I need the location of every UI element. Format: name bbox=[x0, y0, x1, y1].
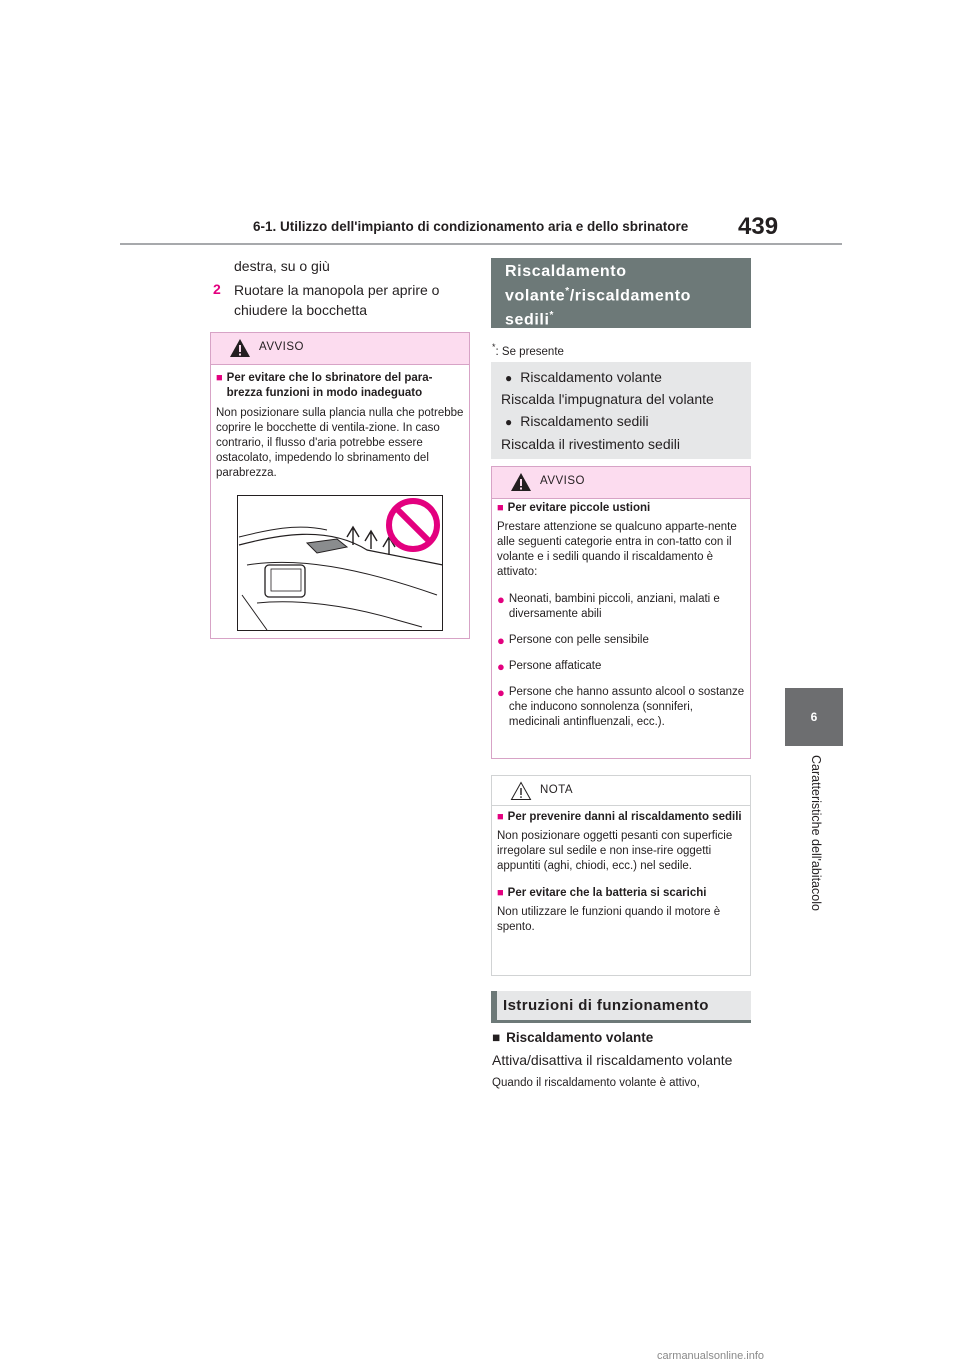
note-text: Non utilizzare le funzioni quando il motore è spento. bbox=[497, 906, 721, 933]
bullet-dot-icon: ● bbox=[505, 415, 513, 429]
warning-title: AVVISO bbox=[259, 341, 304, 353]
footnote-mark: * bbox=[492, 342, 496, 352]
list-item: ● Persone che hanno assunto alcool o sostanze che inducono sonnolenza (sonniferi, medicinali antinfluenzali, ecc.). bbox=[497, 685, 745, 728]
bullet-dot-icon: ● bbox=[497, 633, 505, 648]
section-heading-line1: Riscaldamento bbox=[505, 263, 627, 280]
warning-box-burns bbox=[491, 466, 751, 759]
bullet-dot-icon: ● bbox=[497, 659, 505, 674]
square-bullet-icon: ■ bbox=[497, 887, 504, 899]
instructions-heading-accent bbox=[491, 991, 497, 1020]
step-text-1: Ruotare la manopola per aprire o bbox=[234, 282, 440, 298]
warning-subtitle: Per evitare che lo sbrinatore del para-brezza funzioni in modo inadeguato bbox=[226, 372, 433, 399]
chapter-title: Caratteristiche dell'abitacolo bbox=[809, 755, 823, 911]
warning-triangle-icon bbox=[510, 472, 532, 492]
warning-header bbox=[211, 333, 469, 365]
warning-text: Non posizionare sulla plancia nulla che potrebbe coprire le bocchette di ventila-zione. In caso contrario, il flusso d'aria potrebbe essere ostacolato, impedendo lo sbrinamento del parabrezza. bbox=[216, 407, 464, 479]
caution-triangle-icon bbox=[510, 781, 532, 801]
warning-header bbox=[492, 467, 750, 499]
warning-subtitle-row bbox=[497, 501, 745, 516]
header-divider bbox=[120, 243, 842, 245]
feature-desc: Riscalda l'impugnatura del volante bbox=[501, 391, 714, 407]
bullet-dot-icon: ● bbox=[505, 371, 513, 385]
section-asterisk-2: * bbox=[549, 310, 555, 322]
instructions-heading: Istruzioni di funzionamento bbox=[491, 991, 751, 1023]
footnote bbox=[492, 342, 564, 358]
note-subtitle: Per evitare che la batteria si scarichi bbox=[507, 887, 707, 899]
list-item: ● Persone con pelle sensibile bbox=[497, 633, 649, 648]
features-panel bbox=[491, 362, 751, 459]
step-number: 2 bbox=[213, 281, 221, 297]
section-heading-heating bbox=[491, 258, 751, 328]
footer-watermark: carmanualsonline.info bbox=[657, 1350, 765, 1362]
note-subtitle-row bbox=[497, 810, 745, 825]
feature-desc: Riscalda il rivestimento sedili bbox=[501, 436, 680, 452]
square-bullet-icon: ■ bbox=[492, 1030, 501, 1045]
feature-title: Riscaldamento sedili bbox=[520, 413, 649, 429]
section-heading-line3: sedili bbox=[505, 311, 550, 329]
section-asterisk-1: * bbox=[565, 286, 570, 297]
page-number: 439 bbox=[738, 213, 779, 240]
note-text: Non posizionare oggetti pesanti con superficie irregolare sul sedile e non inse-rire oggetti appuntiti (aghi, chiodi, ecc.) nel sedile. bbox=[497, 830, 733, 872]
op-title-row bbox=[492, 1028, 653, 1048]
footnote-text: : Se presente bbox=[495, 345, 564, 358]
list-item: ● Persone affaticate bbox=[497, 659, 602, 674]
bullet-dot-icon: ● bbox=[497, 685, 505, 700]
section-title: 6-1. Utilizzo dell'impianto di condizionamento aria e dello sbrinatore bbox=[253, 219, 689, 234]
feature-title: Riscaldamento volante bbox=[520, 369, 662, 385]
op-title: Riscaldamento volante bbox=[506, 1030, 654, 1045]
square-bullet-icon: ■ bbox=[497, 502, 504, 514]
bullet-dot-icon: ● bbox=[497, 592, 505, 607]
square-bullet-icon: ■ bbox=[216, 372, 223, 384]
warning-triangle-icon bbox=[229, 338, 251, 358]
feature-item-steering bbox=[505, 367, 662, 388]
list-item: ● Neonati, bambini piccoli, anziani, malati e diversamente abili bbox=[497, 592, 720, 620]
feature-item-seats bbox=[505, 411, 649, 432]
chapter-side-label bbox=[785, 755, 843, 955]
op-more-text: Quando il riscaldamento volante è attivo, bbox=[492, 1077, 700, 1089]
warning-text: Prestare attenzione se qualcuno apparte-nente alle seguenti categorie entra in con-tatto con il volante e i sedili quando il riscaldamento è attivato: bbox=[497, 521, 737, 578]
step-text-2: chiudere la bocchetta bbox=[234, 302, 368, 318]
note-box bbox=[491, 775, 751, 976]
warning-title: AVVISO bbox=[540, 475, 585, 487]
section-heading-line2a: volante bbox=[505, 287, 566, 305]
dashboard-illustration bbox=[237, 495, 443, 631]
continuation-text: destra, su o giù bbox=[234, 258, 330, 274]
square-bullet-icon: ■ bbox=[497, 811, 504, 823]
warning-subtitle: Per evitare piccole ustioni bbox=[507, 502, 651, 514]
warning-subtitle-row bbox=[216, 371, 464, 401]
op-text: Attiva/disattiva il riscaldamento volante bbox=[492, 1052, 733, 1068]
note-header bbox=[492, 776, 750, 806]
warning-box-defroster bbox=[210, 332, 470, 639]
note-subtitle-row bbox=[497, 886, 745, 901]
section-heading-line2b: /riscaldamento bbox=[569, 287, 692, 305]
note-title: NOTA bbox=[540, 784, 574, 796]
note-subtitle: Per prevenire danni al riscaldamento sedili bbox=[507, 811, 742, 823]
chapter-tab: 6 bbox=[785, 688, 843, 746]
